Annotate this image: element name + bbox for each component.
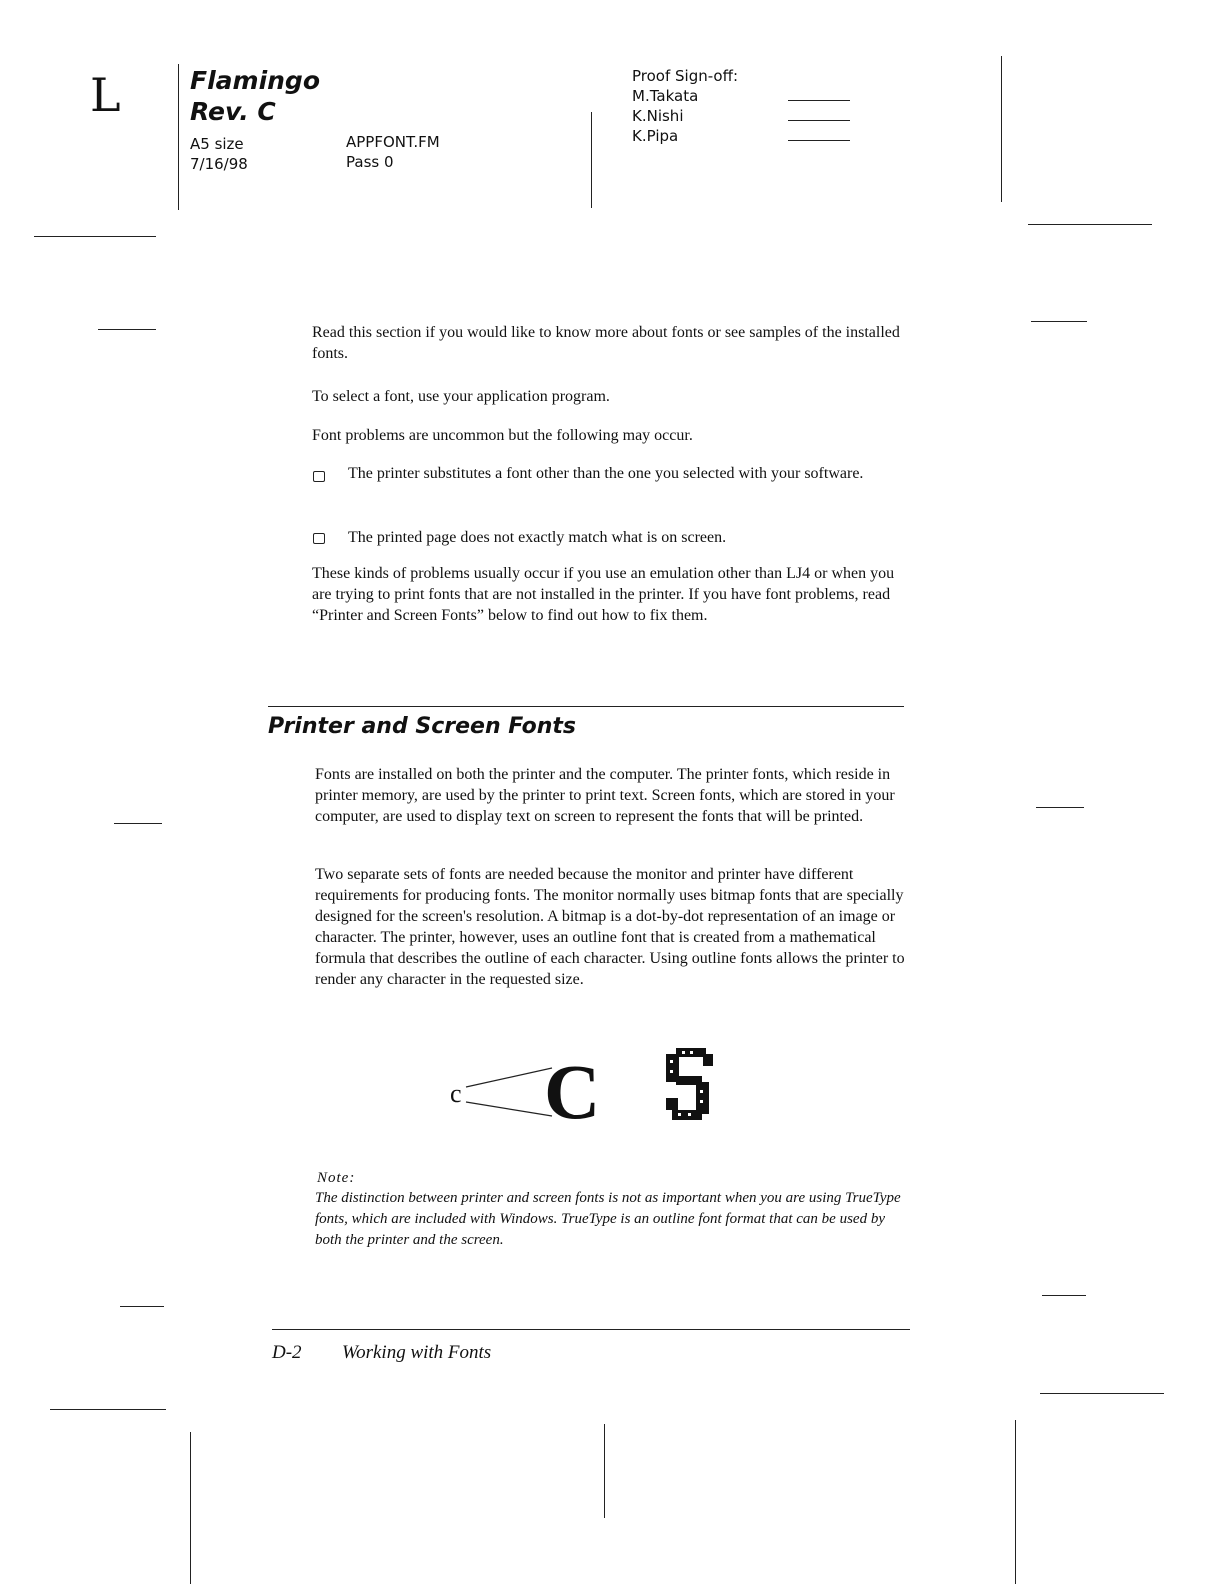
projection-line-bottom xyxy=(466,1102,552,1116)
intro-paragraph: These kinds of problems usually occur if you use an emulation other than LJ4 or when you are trying to print fonts that are not installed in the printer. If you have font problems, read “Printer and Screen Fonts” below to find out how to fix them. xyxy=(312,565,895,624)
intro-paragraph: Read this section if you would like to know more about fonts or see samples of the installed fonts. xyxy=(312,324,900,362)
intro-paragraph: To select a font, use your application program. xyxy=(312,388,610,405)
file-name: APPFONT.FM xyxy=(346,133,440,151)
crop-mark xyxy=(1040,1393,1164,1394)
signer: K.Nishi xyxy=(632,107,684,125)
bullet-item: The printer substitutes a font other than the one you selected with your software. xyxy=(348,465,864,482)
crop-mark xyxy=(604,1424,605,1518)
crop-mark xyxy=(1015,1420,1016,1584)
section-rule xyxy=(268,706,904,707)
header-divider-right xyxy=(1001,56,1002,202)
crop-mark xyxy=(50,1409,166,1410)
proof-title: Proof Sign-off: xyxy=(632,67,738,85)
signature-line xyxy=(788,120,850,121)
small-c-letter: c xyxy=(450,1079,462,1108)
proof-signoff xyxy=(632,66,738,146)
revision: Rev. C xyxy=(190,97,276,126)
page-size: A5 size xyxy=(190,135,244,153)
crop-mark xyxy=(190,1432,191,1584)
crop-mark xyxy=(114,823,162,824)
large-c-letter: C xyxy=(544,1048,601,1130)
header-divider-mid xyxy=(591,112,592,208)
crop-mark xyxy=(98,329,156,330)
font-illustration xyxy=(440,1040,740,1130)
page-number: D-2 xyxy=(272,1342,302,1363)
section-paragraph: Fonts are installed on both the printer and the computer. The printer fonts, which reside in printer memory, are used by the printer to print text. Screen fonts, which are stored in your computer, are used to display text on screen to represent the fonts that will be printed. xyxy=(315,766,895,825)
intro-paragraph: Font problems are uncommon but the following may occur. xyxy=(312,427,693,444)
checkbox-bullet-icon xyxy=(313,471,325,482)
footer-rule xyxy=(272,1329,910,1330)
bullet-item: The printed page does not exactly match what is on screen. xyxy=(348,529,727,546)
pass-number: Pass 0 xyxy=(346,153,394,171)
product-name: Flamingo xyxy=(190,66,321,95)
note-label: Note: xyxy=(317,1170,356,1186)
corner-letter: L xyxy=(90,68,121,122)
crop-mark xyxy=(1042,1295,1086,1296)
crop-mark xyxy=(120,1306,164,1307)
crop-mark xyxy=(1036,807,1084,808)
section-title: Printer and Screen Fonts xyxy=(268,714,576,739)
projection-line-top xyxy=(466,1068,552,1087)
chapter-title: Working with Fonts xyxy=(342,1342,492,1363)
crop-mark xyxy=(34,236,156,237)
crop-mark xyxy=(1031,321,1087,322)
signer: K.Pipa xyxy=(632,127,679,145)
note-text: The distinction between printer and screen fonts is not as important when you are using TrueType fonts, which are included with Windows. TrueType is an outline font format that can be used by both the printer and the screen. xyxy=(315,1190,901,1248)
crop-mark xyxy=(1028,224,1152,225)
bitmap-s-icon xyxy=(666,1048,713,1120)
signature-line xyxy=(788,140,850,141)
checkbox-bullet-icon xyxy=(313,533,325,544)
signature-line xyxy=(788,100,850,101)
date: 7/16/98 xyxy=(190,155,248,173)
signer: M.Takata xyxy=(632,87,699,105)
header-divider-left xyxy=(178,64,179,210)
section-paragraph: Two separate sets of fonts are needed because the monitor and printer have different requirements for producing fonts. The monitor normally uses bitmap fonts that are specially designed for the screen's resolution. A bitmap is a dot-by-dot representation of an image or character. The printer, however, uses an outline font that is created from a mathematical formula that describes the outline of each character. Using outline fonts allows the printer to render any character in the requested size. xyxy=(315,866,905,988)
